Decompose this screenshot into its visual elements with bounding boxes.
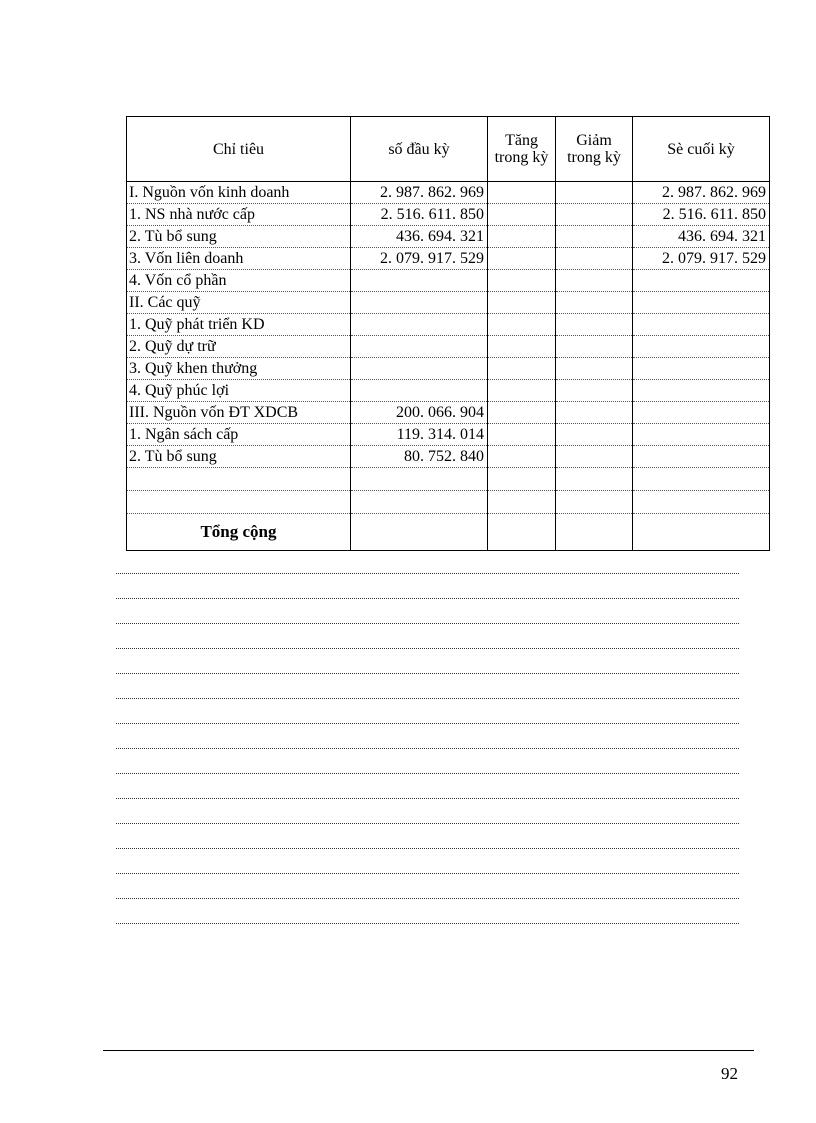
row-closing-balance: [633, 314, 770, 336]
total-decrease: [556, 514, 633, 551]
row-label: I. Nguồn vốn kinh doanh: [127, 182, 351, 204]
row-label: 1. NS nhà nước cấp: [127, 204, 351, 226]
row-increase: [488, 248, 556, 270]
row-opening-balance: [351, 314, 488, 336]
row-closing-balance: 2. 987. 862. 969: [633, 182, 770, 204]
row-increase: [488, 314, 556, 336]
row-decrease: [556, 380, 633, 402]
row-closing-balance: [633, 292, 770, 314]
row-closing-balance: 2. 079. 917. 529: [633, 248, 770, 270]
row-increase: [488, 380, 556, 402]
row-decrease: [556, 314, 633, 336]
row-decrease: [556, 226, 633, 248]
row-label: 4. Quỹ phúc lợi: [127, 380, 351, 402]
table-row: [127, 468, 770, 491]
total-row: [127, 514, 770, 551]
row-decrease: [556, 204, 633, 226]
row-decrease: [556, 248, 633, 270]
total-closing: [633, 514, 770, 551]
row-closing-balance: 2. 516. 611. 850: [633, 204, 770, 226]
row-opening-balance: [351, 491, 488, 514]
header-increase: Tăng trong kỳ: [488, 117, 556, 182]
row-closing-balance: [633, 468, 770, 491]
row-opening-balance: 436. 694. 321: [351, 226, 488, 248]
row-label: 3. Vốn liên doanh: [127, 248, 351, 270]
row-opening-balance: 2. 987. 862. 969: [351, 182, 488, 204]
row-opening-balance: 200. 066. 904: [351, 402, 488, 424]
row-label: III. Nguồn vốn ĐT XDCB: [127, 402, 351, 424]
table-row: [127, 226, 770, 248]
table-row: [127, 292, 770, 314]
dotted-writing-lines: [116, 573, 739, 924]
table-row: [127, 446, 770, 468]
row-increase: [488, 491, 556, 514]
row-closing-balance: [633, 358, 770, 380]
dotted-line: [116, 799, 739, 824]
row-decrease: [556, 402, 633, 424]
row-opening-balance: 2. 079. 917. 529: [351, 248, 488, 270]
row-increase: [488, 446, 556, 468]
row-decrease: [556, 292, 633, 314]
row-opening-balance: 2. 516. 611. 850: [351, 204, 488, 226]
row-increase: [488, 402, 556, 424]
row-opening-balance: [351, 468, 488, 491]
row-increase: [488, 204, 556, 226]
row-closing-balance: [633, 270, 770, 292]
table-row: [127, 182, 770, 204]
row-label: 2. Quỹ dự trữ: [127, 336, 351, 358]
row-label: 2. Tù bổ sung: [127, 226, 351, 248]
dotted-line: [116, 874, 739, 899]
header-indicator: Chỉ tiêu: [127, 117, 351, 182]
table-row: [127, 336, 770, 358]
row-opening-balance: 119. 314. 014: [351, 424, 488, 446]
dotted-line: [116, 674, 739, 699]
row-label: 2. Tù bổ sung: [127, 446, 351, 468]
table-row: [127, 491, 770, 514]
dotted-line: [116, 899, 739, 924]
total-increase: [488, 514, 556, 551]
row-closing-balance: [633, 446, 770, 468]
header-closing-balance: Sè cuối kỳ: [633, 117, 770, 182]
dotted-line: [116, 774, 739, 799]
footer-divider: [103, 1050, 754, 1051]
row-closing-balance: [633, 380, 770, 402]
row-closing-balance: [633, 402, 770, 424]
dotted-line: [116, 824, 739, 849]
row-opening-balance: [351, 358, 488, 380]
table-row: [127, 314, 770, 336]
row-increase: [488, 182, 556, 204]
capital-sources-table-container: [126, 116, 769, 551]
capital-sources-table: [126, 116, 770, 551]
dotted-line: [116, 624, 739, 649]
row-label: 1. Quỹ phát triển KD: [127, 314, 351, 336]
row-label: 1. Ngân sách cấp: [127, 424, 351, 446]
row-opening-balance: [351, 336, 488, 358]
row-increase: [488, 468, 556, 491]
table-row: [127, 358, 770, 380]
row-decrease: [556, 491, 633, 514]
table-row: [127, 380, 770, 402]
row-increase: [488, 358, 556, 380]
dotted-line: [116, 749, 739, 774]
row-closing-balance: [633, 336, 770, 358]
header-decrease: Giảm trong kỳ: [556, 117, 633, 182]
table-body: [127, 182, 770, 514]
row-increase: [488, 336, 556, 358]
row-opening-balance: 80. 752. 840: [351, 446, 488, 468]
total-label: Tổng cộng: [127, 514, 351, 551]
dotted-line: [116, 649, 739, 674]
row-decrease: [556, 446, 633, 468]
row-decrease: [556, 336, 633, 358]
dotted-line: [116, 724, 739, 749]
row-decrease: [556, 468, 633, 491]
dotted-line: [116, 849, 739, 874]
row-increase: [488, 424, 556, 446]
row-label: 3. Quỹ khen thưởng: [127, 358, 351, 380]
row-decrease: [556, 182, 633, 204]
row-label: [127, 491, 351, 514]
table-row: [127, 204, 770, 226]
row-label: [127, 468, 351, 491]
row-increase: [488, 270, 556, 292]
page-number: 92: [721, 1064, 738, 1083]
row-decrease: [556, 358, 633, 380]
total-opening: [351, 514, 488, 551]
row-decrease: [556, 270, 633, 292]
row-increase: [488, 292, 556, 314]
row-closing-balance: [633, 424, 770, 446]
row-opening-balance: [351, 292, 488, 314]
header-opening-balance: số đầu kỳ: [351, 117, 488, 182]
dotted-line: [116, 699, 739, 724]
row-label: II. Các quỹ: [127, 292, 351, 314]
dotted-line: [116, 574, 739, 599]
row-opening-balance: [351, 270, 488, 292]
table-row: [127, 270, 770, 292]
row-increase: [488, 226, 556, 248]
table-row: [127, 424, 770, 446]
dotted-line: [116, 599, 739, 624]
row-decrease: [556, 424, 633, 446]
row-closing-balance: 436. 694. 321: [633, 226, 770, 248]
row-label: 4. Vốn cổ phần: [127, 270, 351, 292]
table-header-row: [127, 117, 770, 182]
row-closing-balance: [633, 491, 770, 514]
table-row: [127, 248, 770, 270]
row-opening-balance: [351, 380, 488, 402]
table-row: [127, 402, 770, 424]
